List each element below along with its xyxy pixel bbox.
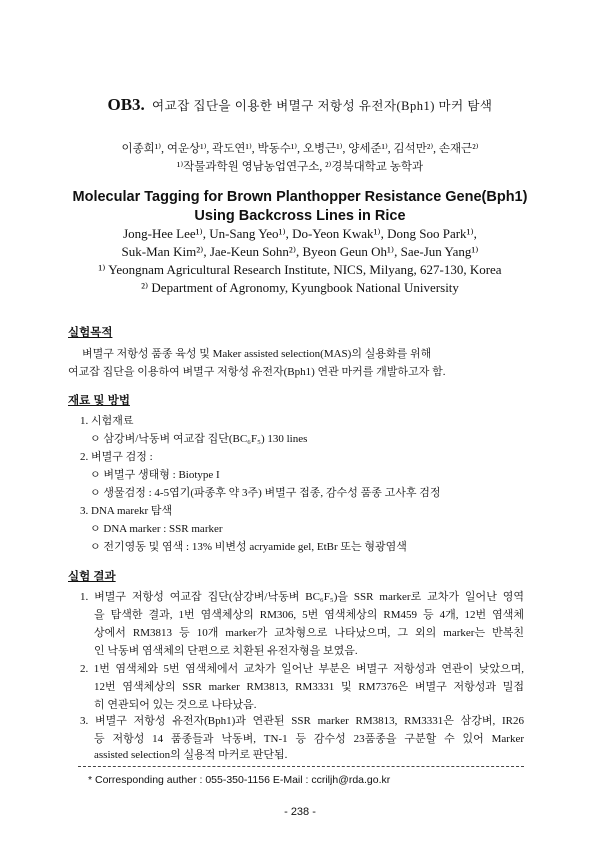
- page-number: - 238 -: [284, 806, 316, 818]
- methods-item3: 3. DNA marekr 탐색: [80, 505, 173, 517]
- methods-item3b: ㅇ 전기영동 및 염색 : 13% 비변성 acryamide gel, EtBr 또는 형광염색: [90, 541, 407, 553]
- methods-heading: 재료 및 방법: [68, 395, 130, 407]
- result1-line4: 인 낙동벼 염색체의 단편으로 치환된 유전자형을 보였음.: [94, 645, 358, 657]
- abstract-code: OB3.: [107, 95, 145, 114]
- footnote-divider: [78, 766, 524, 767]
- methods-item2: 2. 벼멸구 검정 :: [80, 451, 153, 463]
- methods-item1a: ㅇ 삼강벼/낙동벼 여교잡 집단(BC₆F₅) 130 lines: [90, 433, 308, 445]
- objective-line2: 여교잡 집단을 이용하여 벼멸구 저항성 유전자(Bph1) 연관 마커를 개발하고자 함.: [68, 366, 446, 378]
- result1-line1: 1. 벼멸구 저항성 여교잡 집단(삼강벼/낙동벼 BC₆F₅)을 SSR marker로 교차가 일어난 영역: [80, 591, 524, 603]
- methods-item2b: ㅇ 생물검정 : 4-5엽기(파종후 약 3주) 벼멸구 접종, 감수성 품종 고사후 검정: [90, 487, 441, 499]
- result2-line2: 12번 염색체상의 SSR marker RM3813, RM3331 및 RM7376은 벼멸구 저항성과 밀접: [94, 681, 524, 693]
- korean-title: 여교잡 집단을 이용한 벼멸구 저항성 유전자(Bph1) 마커 탐색: [152, 99, 493, 113]
- english-title-line1: Molecular Tagging for Brown Planthopper Resistance Gene(Bph1): [72, 189, 528, 205]
- methods-item1: 1. 시험재료: [80, 415, 134, 427]
- english-authors-line1: Jong-Hee Lee¹⁾, Un-Sang Yeo¹⁾, Do-Yeon Kwak¹⁾, Dong Soo Park¹⁾,: [123, 226, 477, 241]
- result1-line3: 상에서 RM3813 등 10개 marker가 교차형으로 나타났으며, 그 외의 marker는 반복친: [94, 627, 524, 639]
- results-heading: 실험 결과: [68, 571, 116, 583]
- result3-line2: 등 저항성 14 품종들과 낙동벼, TN-1 등 감수성 23품종을 구분할 수 있어 Marker: [94, 733, 524, 745]
- english-affiliation2: ²⁾ Department of Agronomy, Kyungbook National University: [141, 280, 459, 295]
- objective-heading: 실험목적: [68, 327, 113, 339]
- english-authors-line2: Suk-Man Kim²⁾, Jae-Keun Sohn²⁾, Byeon Geun Oh¹⁾, Sae-Jun Yang¹⁾: [121, 244, 479, 259]
- result2-line3: 히 연관되어 있는 것으로 나타났음.: [94, 699, 257, 711]
- paper-title: [0, 95, 600, 115]
- result3-line1: 3. 벼멸구 저항성 유전자(Bph1)과 연관된 SSR marker RM3813, RM3331은 삼강벼, IR26: [80, 715, 524, 727]
- result3-line3: assisted selection의 실용적 마커로 판단됨.: [94, 749, 288, 761]
- corresponding-author: * Corresponding auther : 055-350-1156 E-Mail : ccriljh@rda.go.kr: [88, 774, 391, 786]
- result2-line1: 2. 1번 염색체와 5번 염색체에서 교차가 일어난 부분은 벼멸구 저항성과 연관이 낮았으며,: [80, 663, 524, 675]
- english-affiliation1: ¹⁾ Yeongnam Agricultural Research Institute, NICS, Milyang, 627-130, Korea: [98, 262, 502, 277]
- objective-line1: 벼멸구 저항성 품종 육성 및 Maker assisted selection(MAS)의 실용화를 위해: [82, 348, 432, 360]
- methods-item2a: ㅇ 벼멸구 생태형 : Biotype I: [90, 469, 220, 481]
- korean-authors: 이종희¹⁾, 여운상¹⁾, 곽도연¹⁾, 박동수¹⁾, 오병근¹⁾, 양세준¹⁾, 김석만²⁾, 손재근²⁾: [121, 143, 479, 155]
- english-title-line2: Using Backcross Lines in Rice: [194, 208, 406, 224]
- korean-affiliation: ¹⁾작물과학원 영남농업연구소, ²⁾경북대학교 농학과: [176, 161, 424, 173]
- result1-line2: 을 탐색한 결과, 1번 염색체상의 RM306, 5번 염색체상의 RM459 등 4개, 12번 염색체: [94, 609, 524, 621]
- methods-item3a: ㅇ DNA marker : SSR marker: [90, 523, 223, 535]
